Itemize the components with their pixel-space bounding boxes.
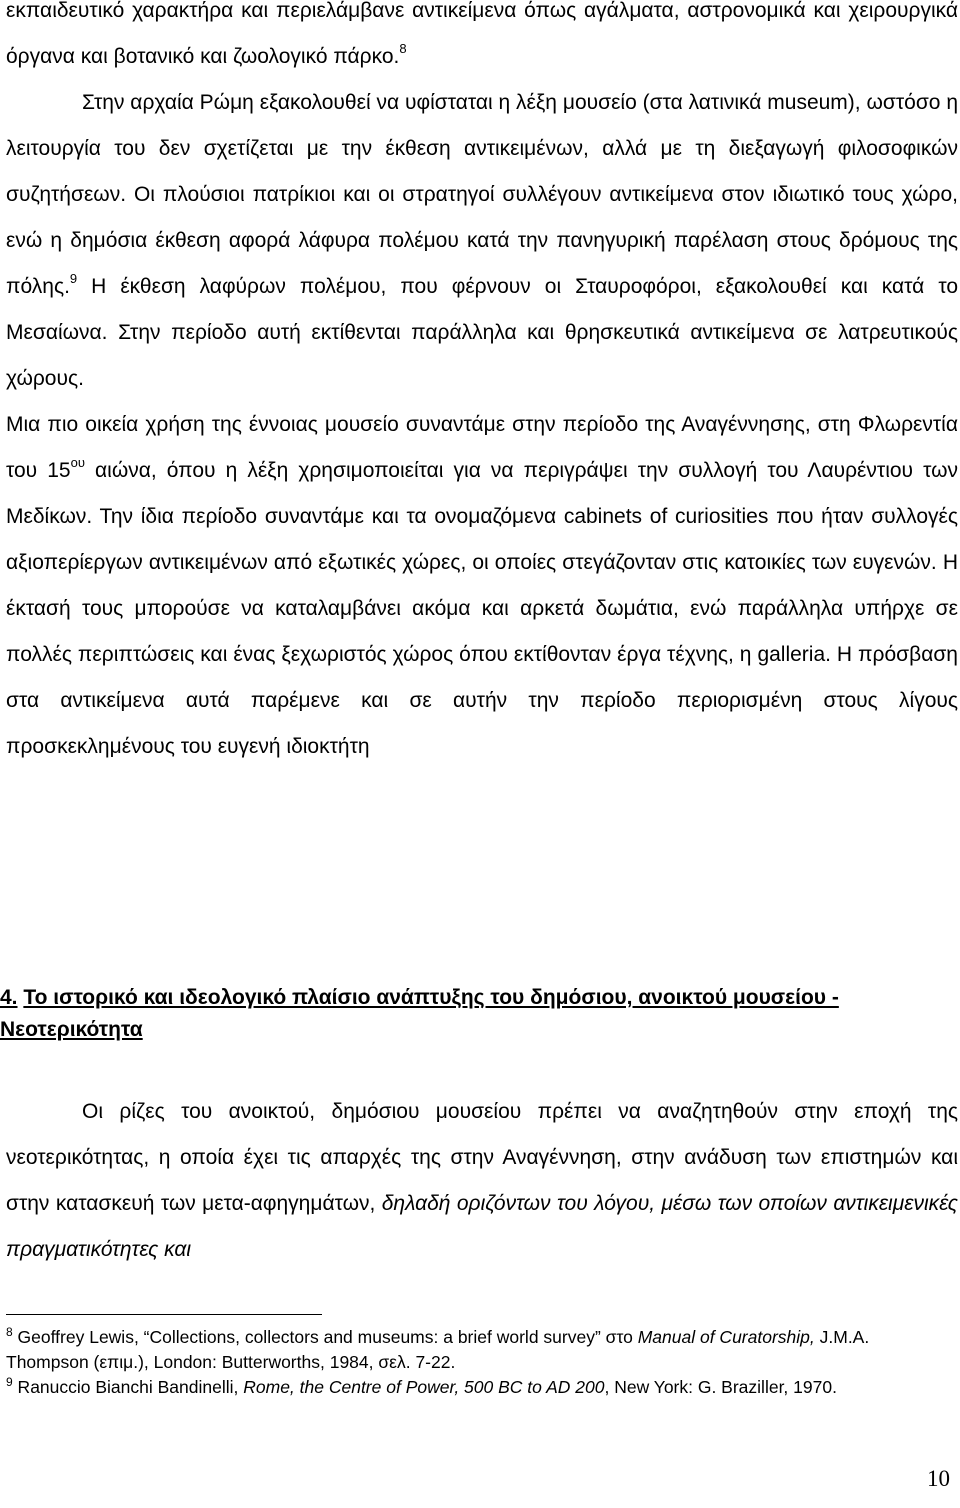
paragraph-4 [6, 1089, 958, 1273]
paragraph-1 [6, 0, 958, 80]
paragraph-4-text: Οι ρίζες του ανοικτού, δημόσιου μουσείου πρέπει να αναζητηθούν στην εποχή της νεοτερικότητας, η οποία έχει τις απαρχές της στην Αναγέννηση, στην ανάδυση των επιστημών και στην κατασκευή των μετα-αφηγημάτων, [6, 1100, 958, 1215]
page-number: 10 [927, 1466, 950, 1491]
footnote-ref-8: 8 [399, 41, 407, 56]
paragraph-3 [6, 402, 958, 770]
footnote-number: 9 [6, 1375, 13, 1389]
footnotes [6, 1325, 926, 1400]
paragraph-3-text-a: Μια πιο οικεία χρήση της έννοιας μουσείο συναντάμε στην περίοδο της Αναγέννησης, στη Φλωρεντία του 15 [6, 413, 958, 482]
footnote-number: 8 [6, 1325, 13, 1339]
paragraph-1-text: εκπαιδευτικό χαρακτήρα και περιελάμβανε αντικείμενα όπως αγάλματα, αστρονομικά και χειρουργικά όργανα και βοτανικό και ζωολογικό πάρκο. [6, 0, 958, 68]
footnote-text: Ranuccio Bianchi Bandinelli, [12, 1377, 244, 1397]
footnote-text: J.M.A. Thompson (επιμ.), London: Butterworths, 1984, σελ. 7-22. [6, 1327, 870, 1372]
paragraph-2-text-a: Στην αρχαία Ρώμη εξακολουθεί να υφίσταται η λέξη μουσείο (στα λατινικά museum), ωστόσο η λειτουργία του δεν σχετίζεται με την έκθεση αντικειμένων, αλλά με τη διεξαγωγή φιλοσοφικών συζητήσεων. Οι πλούσιοι πατρίκιοι και οι στρατηγοί συλλέγουν αντικείμενα στον ιδιωτικό τους χώρο, ενώ η δημόσια έκθεση αφορά λάφυρα πολέμου κατά την πανηγυρική παρέλαση στους δρόμους της πόλης. [6, 91, 958, 298]
section-number: 4. [0, 986, 18, 1009]
section-heading [0, 982, 952, 1046]
paragraph-3-text-b: αιώνα, όπου η λέξη χρησιμοποιείται για να περιγράψει την συλλογή του Λαυρέντιου των Μεδίκων. Την ίδια περίοδο συναντάμε και τα ονομαζόμενα cabinets of curiosities που ήταν συλλογές αξιοπερίεργων αντικειμένων από εξωτικές χώρες, οι οποίες στεγάζονταν στις κατοικίες των ευγενών. Η έκτασή τους μπορούσε να καταλαμβάνει ακόμα και αρκετά δωμάτια, ενώ παράλληλα υπήρχε σε πολλές περιπτώσεις και ένας ξεχωριστός χώρος όπου εκτίθονταν έργα τέχνης, η galleria. Η πρόσβαση στα αντικείμενα αυτά παρέμενε και σε αυτήν την περίοδο περιορισμένη στους λίγους προσκεκλημένους του ευγενή ιδιοκτήτη [6, 459, 958, 758]
footnote-text: , New York: G. Braziller, 1970. [604, 1377, 837, 1397]
paragraph-4-italic: δηλαδή οριζόντων του λόγου, μέσω των οποίων αντικειμενικές πραγματικότητες και [6, 1192, 958, 1261]
footnote-italic: Rome, the Centre of Power, 500 BC to AD 200 [243, 1377, 605, 1397]
footnote-9 [6, 1375, 926, 1400]
footnote-ref-9: 9 [69, 271, 78, 286]
footnote-8 [6, 1325, 926, 1375]
section-title: Το ιστορικό και ιδεολογικό πλαίσιο ανάπτυξης του δημόσιου, ανοικτού μουσείου - Νεοτερικότητα [0, 986, 839, 1041]
century-superscript: ου [70, 455, 85, 470]
paragraph-2 [6, 80, 958, 402]
footnote-text: Geoffrey Lewis, “Collections, collectors and museums: a brief world survey” στο [12, 1327, 638, 1347]
document-page [6, 0, 958, 770]
footnote-italic: Manual of Curatorship, [637, 1327, 815, 1347]
paragraph-2-text-b: Η έκθεση λαφύρων πολέμου, που φέρνουν οι Σταυροφόροι, εξακολουθεί και κατά το Μεσαίωνα. Στην περίοδο αυτή εκτίθενται παράλληλα και θρησκευτικά αντικείμενα σε λατρευτικούς χώρους. [6, 275, 958, 390]
footnote-separator [6, 1314, 322, 1315]
